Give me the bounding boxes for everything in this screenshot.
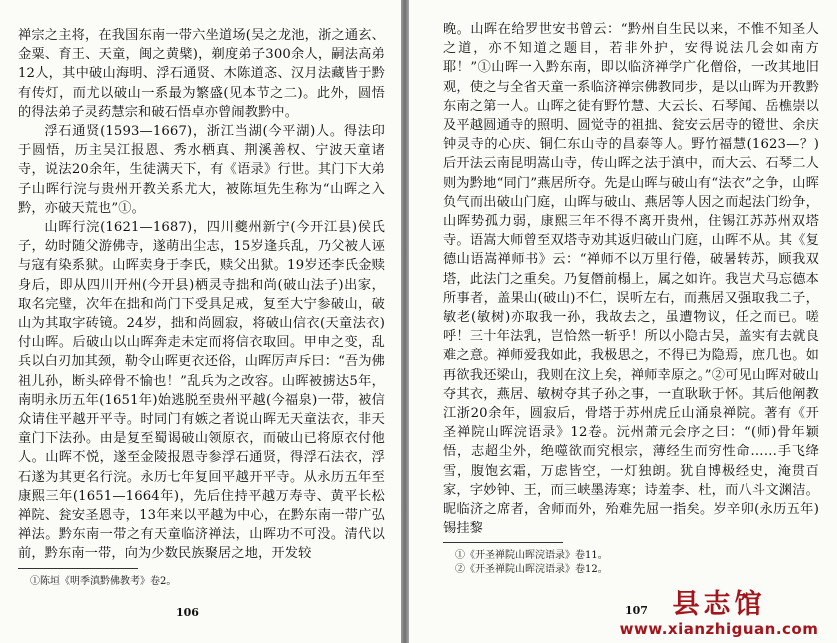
right-body-text (443, 20, 819, 538)
left-footnote-1: ①陈垣《明季滇黔佛教考》卷2。 (30, 575, 177, 587)
left-page (0, 0, 401, 643)
right-footnote-1: ①《开圣禅院山晖浣语录》卷11。 (455, 550, 608, 562)
book-gutter (401, 0, 409, 643)
watermark-url: www.xianzhiguan.com (619, 620, 819, 638)
left-paragraph-2: 浮石通贤(1593—1667)，浙江当湖(今平湖)人。得法印于圆悟，历主吴江报恩、秀水栖真、荆溪善权、宁波天童诸寺，说法20余年，生徒满天下，有《语录》行世。其门下大弟子山晖行浣与贵州开教关系尤大，被陈垣先生称为“山晖之入黔，亦破天荒也”①。 (18, 124, 385, 216)
right-paragraph-1: 晚。山晖在给罗世安书曾云：“黔州自生民以来，不惟不知圣人之道，亦不知道之题目，若非外护，安得说法几会如南方耶！”①山晖一入黔东南，即以临济禅学广化僧俗，一改其地旧观，使之与全省天童一系临济禅宗佛教同步，是以山晖为开教黔东南之第一人。山晖之徒有野竹慧、大云长、石琴闻、岳樵崇以及平越圆通寺的照明、圆觉寺的祖拙、瓮安云居寺的镫世、余庆钟灵寺的心庆、铜仁东山寺的昌泰等人。野竹福慧(1623—？)后开法云南昆明嵩山寺，传山晖之法于滇中，而大云、石琴二人则为黔地“同门”燕居所夺。先是山晖与破山有“法衣”之争，山晖负气而出破山门庭，山晖与破山、燕居等人因之而起法门纷争，山晖势孤力弱，康熙三年不得不离开贵州，住锡江苏苏州双塔寺。语嵩大师曾至双塔寺劝其返归破山门庭，山晖不从。其《复德山语嵩禅师书》云：“禅师不以万里行倦，破暑转苏，顾我双塔，此法门之重矣。乃复僭前榻上，属之如许。我岂犬马忘德本所事者，盖果山(破山)不仁，误听左右，而燕居又强取我二子，敏老(敏树)亦取我一孙，我故去之，虽遭物议，任之而已。嗟呼！三十年法乳，岂恰然一斩乎！所以小隐古吴，盖实有去就良难之意。禅师爱我如此，我极思之，不得已为隐焉，庶几也。如再欲我还梁山，我则在汶上矣，禅师幸原之。”②可见山晖对破山夺其衣，燕居、敏树夺其子孙之事，一直耿耿于怀。其后他阐教江浙20余年，圆寂后，骨塔于苏州虎丘山涌泉禅院。著有《开圣禅院山晖浣语录》12卷。沅州萧元会序之曰：“(师)骨年颖悟，志超尘外，绝噬欲而究根宗，薄经生而穷性命……手飞绛雪，腹饱玄霜，万虑皆空，一灯独朗。犹自博极经史，淹贯百家，字妙钟、王，而三峡墨涛寒；诗羞李、杜，而八斗文渊洁。昵临济之席者，舍师而外，殆难先屈一指矣。岁辛卯(永历五年)锡挂黎 (443, 22, 819, 537)
left-paragraph-3: 山晖行浣(1621—1687)，四川夔州新宁(今开江县)侯氏子，幼时随父游佛寺，遂萌出尘志，15岁逢兵乱，乃父被人诬与寇有染系狱。山晖卖身于李氏，赎父出狱。19岁还李氏金赎身后，即从四川开州(今开县)栖灵寺拙和尚(破山法子)出家，取名完璧，次年在拙和尚门下受具足戒，复至大宁参破山，破山为其取字砖镜。24岁，拙和尚圆寂，将破山信衣(天童法衣)付山晖。后破山以山晖奔走未定而将信衣取回。甲申之变，乱兵以白刃加其颈，勒令山晖更衣还俗，山晖厉声斥曰：“吾为佛祖儿孙，断头碎骨不愉也！”乱兵为之改容。山晖被掳达5年，南明永历五年(1651年)始逃脱至贵州平越(今福泉)一带，被信众请住平越开平寺。时同门有嫉之者说山晖无天童法衣，非天童门下法孙。由是复至蜀谒破山领原衣，而破山已将原衣付他人。山晖不悦，遂至金陵报恩寺参浮石通贤，得浮石法衣，浮石遂为其更名行浣。永历七年复回平越开平寺。从永历五年至康熙三年(1651—1664年)，先后住持平越万寿寺、黄平长松禅院、瓮安圣恩寺，13年来以平越为中心，在黔东南一带广弘禅法。黔东南一带之有天童临济禅法，山晖功不可没。清代以前，黔东南一带，向为少数民族聚居之地，开发较 (18, 220, 386, 562)
left-paragraph-1: 禅宗之主将，在我国东南一带六坐道场(吴之龙池，浙之通玄、金粟、育王、天童，闽之黄檗)，剃度弟子300余人，嗣法高弟12人，其中破山海明、浮石通贤、木陈道忞、汉月法藏皆于黔有传灯，而尤以破山一系最为繁盛(见本节之二)。此外，圆悟的得法弟子灵药慧宗和破石悟卓亦曾闹教黔中。 (18, 28, 385, 120)
watermark-title: 县志馆 (672, 589, 766, 620)
right-page (409, 0, 837, 643)
right-footnote-2: ②《开圣禅院山晖浣语录》卷12。 (455, 564, 608, 576)
right-page-number: 107 (625, 604, 648, 617)
watermark (606, 590, 832, 638)
footnote-divider (443, 542, 563, 543)
left-page-number: 106 (176, 606, 199, 619)
left-body-text (18, 26, 385, 564)
footnote-divider (18, 568, 138, 569)
